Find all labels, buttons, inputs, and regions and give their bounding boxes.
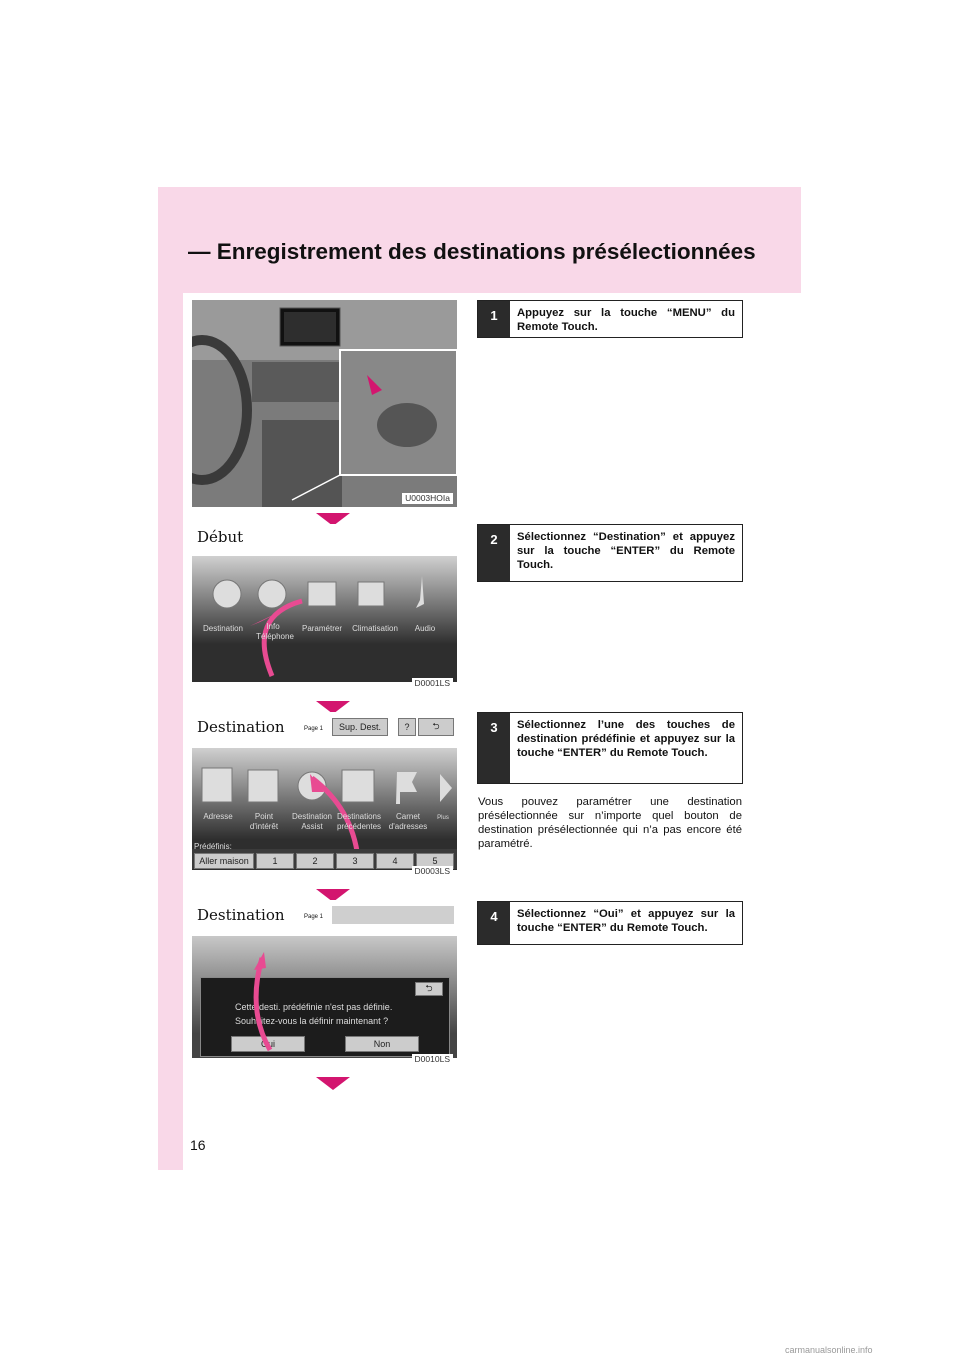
figure-code: U0003HOIa [402,493,453,504]
menu-point[interactable]: Point [254,812,274,821]
menu-icons [192,556,457,682]
sup-dest-button[interactable]: Sup. Dest. [332,718,388,736]
figure-code: D0003LS [412,866,453,877]
step-number: 2 [478,525,510,581]
menu-telephone[interactable]: Téléphone [256,632,294,641]
figure-debut-screen [192,524,457,692]
menu-assist[interactable]: Assist [301,822,323,831]
figure-destination-screen [192,712,457,880]
dialog-message-line1: Cette desti. prédéfinie n'est pas définie. [235,1002,393,1012]
step-1 [477,300,743,338]
back-arrow-icon: ⮌ [432,721,440,731]
help-button[interactable]: ? [398,718,416,736]
screen-title: Destination [197,718,285,736]
preset-1-button[interactable]: 1 [256,853,294,869]
pointer-arrow-icon [192,900,457,1068]
step-text: Sélectionnez l’une des touches de destination prédéfinie et appuyez sur la touche “ENTER” du Remote Touch. [517,719,735,759]
preset-4-button[interactable]: 4 [376,853,414,869]
menu-audio[interactable]: Audio [414,624,436,633]
screen-title: Destination [197,906,285,924]
step-4 [477,901,743,945]
menu-plus[interactable]: Plus [437,815,449,821]
page-number: 16 [190,1137,206,1153]
menu-precedentes[interactable]: précédentes [336,822,382,831]
car-interior-illustration [192,300,457,507]
step-text: Sélectionnez “Destination” et appuyez sur la touche “ENTER” du Remote Touch. [517,531,735,571]
figure-code: D0001LS [412,678,453,689]
menu-parametrer[interactable]: Paramétrer [301,624,342,633]
figure-confirm-screen [192,900,457,1068]
page-indicator: Page 1 [304,726,324,732]
step-text: Sélectionnez “Oui” et appuyez sur la touche “ENTER” du Remote Touch. [517,908,735,934]
footer-watermark: carmanualsonline.info [785,1345,873,1355]
predefined-label: Prédéfinis: [194,842,232,851]
menu-destination-assist[interactable]: Destination [291,812,333,821]
menu-adresse[interactable]: Adresse [203,812,233,821]
step-number: 4 [478,902,510,944]
step-number: 3 [478,713,510,783]
step-3 [477,712,743,784]
back-button[interactable] [418,718,454,736]
back-arrow-icon: ⮌ [425,983,433,993]
menu-info[interactable]: Info [266,622,280,631]
preset-3-button[interactable]: 3 [336,853,374,869]
note-text: Vous pouvez paramétrer une destination présélectionnée sur n’importe quel bouton de destination présélectionnée qui n’a pas encore été paramétré. [478,796,742,850]
arrow-down-icon [316,1077,350,1090]
step-2 [477,524,743,582]
step-text: Appuyez sur la touche “MENU” du Remote Touch. [517,307,735,333]
menu-destination[interactable]: Destination [202,624,244,633]
screen-title: Début [197,528,244,546]
preset-5-button[interactable]: 5 [416,853,454,869]
figure-remote-touch-photo [192,300,457,507]
figure-code: D0010LS [412,1054,453,1065]
dialog-message-line2: Souhaitez-vous la définir maintenant ? [235,1016,389,1026]
preset-home-button[interactable]: Aller maison [194,853,254,869]
page-title: — Enregistrement des destinations présélectionnées [188,239,756,264]
menu-adresses[interactable]: d'adresses [388,822,428,831]
menu-interet[interactable]: d'intérêt [249,822,279,831]
menu-icons [192,748,457,870]
page-indicator: Page 1 [304,914,324,920]
menu-carnet[interactable]: Carnet [395,812,420,821]
yes-button[interactable]: Oui [231,1036,305,1052]
menu-climatisation[interactable]: Climatisation [352,624,398,633]
side-band [158,187,183,1170]
step-number: 1 [478,301,510,337]
preset-2-button[interactable]: 2 [296,853,334,869]
no-button[interactable]: Non [345,1036,419,1052]
menu-destinations[interactable]: Destinations [336,812,382,821]
